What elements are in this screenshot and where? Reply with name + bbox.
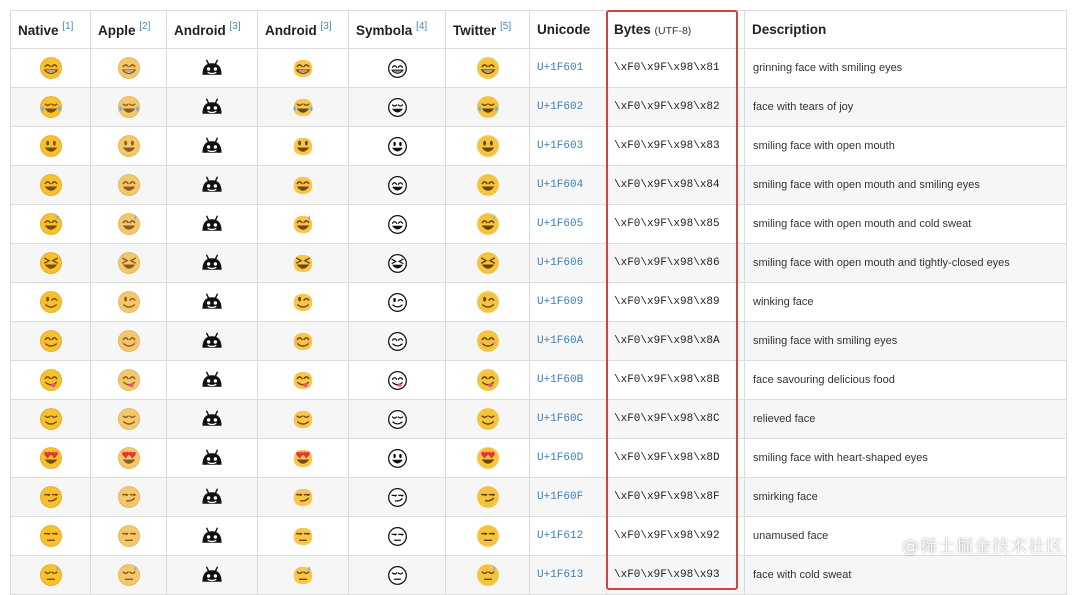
apple-emoji-savouring-icon bbox=[91, 361, 167, 400]
unicode-cell bbox=[530, 400, 607, 439]
unicode-cell bbox=[530, 517, 607, 556]
apple-emoji-tightly-closed-icon bbox=[91, 244, 167, 283]
bytes-cell: \xF0\x9F\x98\x92 bbox=[607, 517, 745, 556]
description-cell: winking face bbox=[745, 283, 1067, 322]
unicode-link[interactable]: U+1F612 bbox=[537, 530, 584, 542]
symbola-emoji-tightly-closed-icon bbox=[349, 244, 446, 283]
description-cell: smiling face with open mouth and tightly-closed eyes bbox=[745, 244, 1067, 283]
native-emoji-smirk-icon bbox=[11, 478, 91, 517]
android-robot-emoji-relieved-icon bbox=[167, 400, 258, 439]
native-emoji-smiling-eyes-icon bbox=[11, 322, 91, 361]
android-blob-emoji-tightly-closed-icon bbox=[258, 244, 349, 283]
android-robot-emoji-savouring-icon bbox=[167, 361, 258, 400]
unicode-link[interactable]: U+1F602 bbox=[537, 101, 584, 113]
apple-emoji-smiling-eyes-icon bbox=[91, 322, 167, 361]
unicode-link[interactable]: U+1F60D bbox=[537, 452, 584, 464]
android-robot-emoji-open-mouth-icon bbox=[167, 127, 258, 166]
unicode-link[interactable]: U+1F60A bbox=[537, 335, 584, 347]
unicode-cell bbox=[530, 439, 607, 478]
unicode-cell bbox=[530, 556, 607, 595]
unicode-cell bbox=[530, 88, 607, 127]
description-cell: face with cold sweat bbox=[745, 556, 1067, 595]
twitter-emoji-grin-smile-eyes-icon bbox=[446, 49, 530, 88]
header-unicode: Unicode bbox=[530, 11, 607, 49]
unicode-cell bbox=[530, 361, 607, 400]
symbola-emoji-wink-icon bbox=[349, 283, 446, 322]
android-blob-emoji-cold-sweat-icon bbox=[258, 205, 349, 244]
table-row bbox=[11, 556, 1067, 595]
native-emoji-tightly-closed-icon bbox=[11, 244, 91, 283]
unicode-cell bbox=[530, 49, 607, 88]
description-cell: face savouring delicious food bbox=[745, 361, 1067, 400]
header-description: Description bbox=[745, 11, 1067, 49]
emoji-table bbox=[10, 10, 1067, 595]
table-row bbox=[11, 88, 1067, 127]
android-robot-emoji-smirk-icon bbox=[167, 478, 258, 517]
symbola-emoji-smiling-eyes-icon bbox=[349, 322, 446, 361]
table-row bbox=[11, 283, 1067, 322]
bytes-cell: \xF0\x9F\x98\x82 bbox=[607, 88, 745, 127]
android-blob-emoji-heart-eyes-icon bbox=[258, 439, 349, 478]
twitter-emoji-smirk-icon bbox=[446, 478, 530, 517]
ref-link-2[interactable]: [2] bbox=[139, 21, 151, 32]
android-blob-emoji-savouring-icon bbox=[258, 361, 349, 400]
header-apple: Apple [2] bbox=[91, 11, 167, 49]
apple-emoji-relieved-icon bbox=[91, 400, 167, 439]
bytes-cell: \xF0\x9F\x98\x86 bbox=[607, 244, 745, 283]
twitter-emoji-cold-sweat-icon bbox=[446, 205, 530, 244]
symbola-emoji-cold-sweat-icon bbox=[349, 205, 446, 244]
bytes-cell: \xF0\x9F\x98\x81 bbox=[607, 49, 745, 88]
android-blob-emoji-grin-smile-eyes-icon bbox=[258, 49, 349, 88]
symbola-emoji-sweat-icon bbox=[349, 556, 446, 595]
twitter-emoji-smiling-eyes-icon bbox=[446, 322, 530, 361]
symbola-emoji-heart-eyes-icon bbox=[349, 439, 446, 478]
android-robot-emoji-tightly-closed-icon bbox=[167, 244, 258, 283]
description-cell: smiling face with open mouth and smiling eyes bbox=[745, 166, 1067, 205]
symbola-emoji-savouring-icon bbox=[349, 361, 446, 400]
apple-emoji-smirk-icon bbox=[91, 478, 167, 517]
symbola-emoji-relieved-icon bbox=[349, 400, 446, 439]
android-robot-emoji-open-mouth-smile-eyes-icon bbox=[167, 166, 258, 205]
table-row bbox=[11, 478, 1067, 517]
table-row bbox=[11, 322, 1067, 361]
apple-emoji-cold-sweat-icon bbox=[91, 205, 167, 244]
description-cell: smiling face with heart-shaped eyes bbox=[745, 439, 1067, 478]
apple-emoji-open-mouth-icon bbox=[91, 127, 167, 166]
native-emoji-heart-eyes-icon bbox=[11, 439, 91, 478]
native-emoji-wink-icon bbox=[11, 283, 91, 322]
table-row bbox=[11, 166, 1067, 205]
android-blob-emoji-tears-of-joy-icon bbox=[258, 88, 349, 127]
android-blob-emoji-smirk-icon bbox=[258, 478, 349, 517]
unicode-link[interactable]: U+1F605 bbox=[537, 218, 584, 230]
android-robot-emoji-smiling-eyes-icon bbox=[167, 322, 258, 361]
bytes-cell: \xF0\x9F\x98\x89 bbox=[607, 283, 745, 322]
unicode-cell bbox=[530, 205, 607, 244]
unicode-link[interactable]: U+1F613 bbox=[537, 569, 584, 581]
apple-emoji-wink-icon bbox=[91, 283, 167, 322]
unicode-cell bbox=[530, 283, 607, 322]
header-bytes: Bytes (UTF-8) bbox=[607, 11, 745, 49]
android-blob-emoji-open-mouth-icon bbox=[258, 127, 349, 166]
android-robot-emoji-grin-smile-eyes-icon bbox=[167, 49, 258, 88]
apple-emoji-tears-of-joy-icon bbox=[91, 88, 167, 127]
android-robot-emoji-cold-sweat-icon bbox=[167, 205, 258, 244]
android-blob-emoji-open-mouth-smile-eyes-icon bbox=[258, 166, 349, 205]
description-cell: smirking face bbox=[745, 478, 1067, 517]
apple-emoji-open-mouth-smile-eyes-icon bbox=[91, 166, 167, 205]
symbola-emoji-tears-of-joy-icon bbox=[349, 88, 446, 127]
bytes-cell: \xF0\x9F\x98\x84 bbox=[607, 166, 745, 205]
description-cell: smiling face with smiling eyes bbox=[745, 322, 1067, 361]
unicode-link[interactable]: U+1F609 bbox=[537, 296, 584, 308]
unicode-cell bbox=[530, 322, 607, 361]
twitter-emoji-tightly-closed-icon bbox=[446, 244, 530, 283]
description-cell: grinning face with smiling eyes bbox=[745, 49, 1067, 88]
header-android-2: Android [3] bbox=[258, 11, 349, 49]
unicode-link[interactable]: U+1F606 bbox=[537, 257, 584, 269]
native-emoji-sweat-icon bbox=[11, 556, 91, 595]
bytes-cell: \xF0\x9F\x98\x8B bbox=[607, 361, 745, 400]
table-row bbox=[11, 439, 1067, 478]
apple-emoji-sweat-icon bbox=[91, 556, 167, 595]
table-row bbox=[11, 205, 1067, 244]
ref-link-4[interactable]: [4] bbox=[416, 21, 428, 32]
native-emoji-open-mouth-smile-eyes-icon bbox=[11, 166, 91, 205]
native-emoji-savouring-icon bbox=[11, 361, 91, 400]
android-robot-emoji-wink-icon bbox=[167, 283, 258, 322]
unicode-cell bbox=[530, 478, 607, 517]
twitter-emoji-sweat-icon bbox=[446, 556, 530, 595]
description-cell: unamused face bbox=[745, 517, 1067, 556]
twitter-emoji-tears-of-joy-icon bbox=[446, 88, 530, 127]
android-robot-emoji-tears-of-joy-icon bbox=[167, 88, 258, 127]
bytes-cell: \xF0\x9F\x98\x8A bbox=[607, 322, 745, 361]
symbola-emoji-grin-smile-eyes-icon bbox=[349, 49, 446, 88]
ref-link-3[interactable]: [3] bbox=[229, 21, 241, 32]
android-blob-emoji-smiling-eyes-icon bbox=[258, 322, 349, 361]
ref-link-1[interactable]: [1] bbox=[62, 21, 74, 32]
description-cell: smiling face with open mouth bbox=[745, 127, 1067, 166]
native-emoji-relieved-icon bbox=[11, 400, 91, 439]
unicode-cell bbox=[530, 166, 607, 205]
unicode-link[interactable]: U+1F604 bbox=[537, 179, 584, 191]
ref-link-5[interactable]: [5] bbox=[500, 21, 512, 32]
table-header-row bbox=[11, 11, 1067, 49]
symbola-emoji-open-mouth-smile-eyes-icon bbox=[349, 166, 446, 205]
android-robot-emoji-heart-eyes-icon bbox=[167, 439, 258, 478]
android-blob-emoji-relieved-icon bbox=[258, 400, 349, 439]
table-row bbox=[11, 49, 1067, 88]
bytes-cell: \xF0\x9F\x98\x8D bbox=[607, 439, 745, 478]
apple-emoji-grin-smile-eyes-icon bbox=[91, 49, 167, 88]
ref-link-3b[interactable]: [3] bbox=[320, 21, 332, 32]
bytes-cell: \xF0\x9F\x98\x8C bbox=[607, 400, 745, 439]
twitter-emoji-open-mouth-icon bbox=[446, 127, 530, 166]
native-emoji-tears-of-joy-icon bbox=[11, 88, 91, 127]
native-emoji-grin-smile-eyes-icon bbox=[11, 49, 91, 88]
twitter-emoji-wink-icon bbox=[446, 283, 530, 322]
table-row bbox=[11, 361, 1067, 400]
twitter-emoji-heart-eyes-icon bbox=[446, 439, 530, 478]
twitter-emoji-savouring-icon bbox=[446, 361, 530, 400]
android-robot-emoji-sweat-icon bbox=[167, 556, 258, 595]
bytes-cell: \xF0\x9F\x98\x85 bbox=[607, 205, 745, 244]
unicode-cell bbox=[530, 127, 607, 166]
android-robot-emoji-unamused-icon bbox=[167, 517, 258, 556]
unicode-link[interactable]: U+1F603 bbox=[537, 140, 584, 152]
watermark: @稀土掘金技术社区 bbox=[902, 537, 1064, 557]
android-blob-emoji-sweat-icon bbox=[258, 556, 349, 595]
native-emoji-cold-sweat-icon bbox=[11, 205, 91, 244]
bytes-cell: \xF0\x9F\x98\x93 bbox=[607, 556, 745, 595]
twitter-emoji-relieved-icon bbox=[446, 400, 530, 439]
table-row bbox=[11, 244, 1067, 283]
twitter-emoji-open-mouth-smile-eyes-icon bbox=[446, 166, 530, 205]
android-blob-emoji-unamused-icon bbox=[258, 517, 349, 556]
symbola-emoji-smirk-icon bbox=[349, 478, 446, 517]
twitter-emoji-unamused-icon bbox=[446, 517, 530, 556]
description-cell: relieved face bbox=[745, 400, 1067, 439]
native-emoji-open-mouth-icon bbox=[11, 127, 91, 166]
unicode-cell bbox=[530, 244, 607, 283]
apple-emoji-heart-eyes-icon bbox=[91, 439, 167, 478]
bytes-cell: \xF0\x9F\x98\x83 bbox=[607, 127, 745, 166]
description-cell: smiling face with open mouth and cold sweat bbox=[745, 205, 1067, 244]
header-twitter: Twitter [5] bbox=[446, 11, 530, 49]
unicode-link[interactable]: U+1F601 bbox=[537, 62, 584, 74]
header-symbola: Symbola [4] bbox=[349, 11, 446, 49]
header-native: Native [1] bbox=[11, 11, 91, 49]
bytes-cell: \xF0\x9F\x98\x8F bbox=[607, 478, 745, 517]
native-emoji-unamused-icon bbox=[11, 517, 91, 556]
apple-emoji-unamused-icon bbox=[91, 517, 167, 556]
table-row bbox=[11, 127, 1067, 166]
symbola-emoji-unamused-icon bbox=[349, 517, 446, 556]
android-blob-emoji-wink-icon bbox=[258, 283, 349, 322]
header-android-1: Android [3] bbox=[167, 11, 258, 49]
unicode-link[interactable]: U+1F60C bbox=[537, 413, 584, 425]
symbola-emoji-open-mouth-icon bbox=[349, 127, 446, 166]
description-cell: face with tears of joy bbox=[745, 88, 1067, 127]
unicode-link[interactable]: U+1F60B bbox=[537, 374, 584, 386]
table-row bbox=[11, 400, 1067, 439]
unicode-link[interactable]: U+1F60F bbox=[537, 491, 584, 503]
